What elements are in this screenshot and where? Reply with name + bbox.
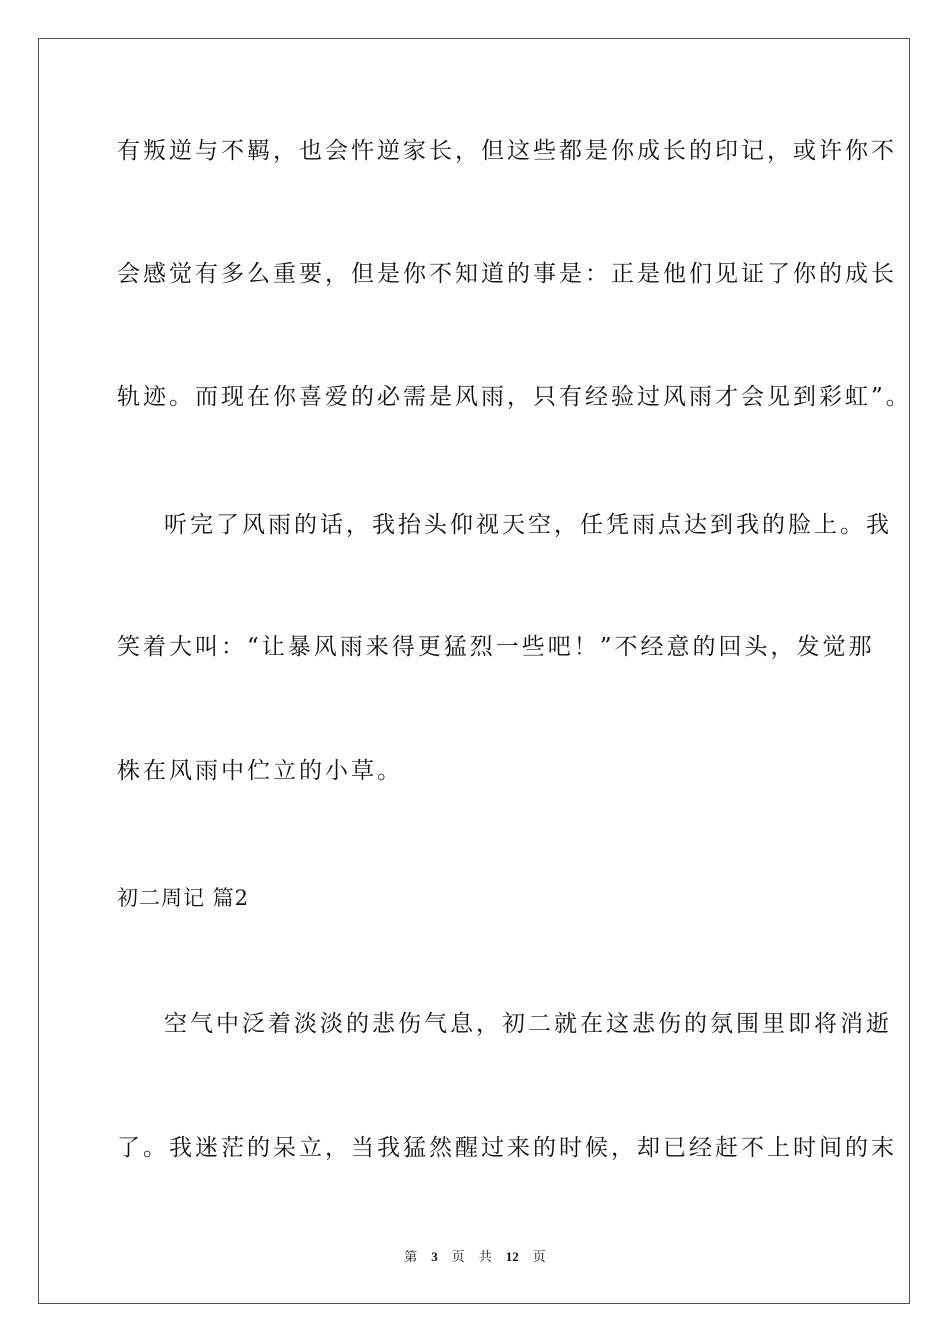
paragraph-first-line: 听完了风雨的话，我抬头仰视天空，任凭雨点达到我的脸上。我 [164, 512, 892, 538]
total-pages-indicator: 共 12 页 [478, 1249, 546, 1264]
section-heading: 初二周记 篇2 [117, 886, 250, 910]
page-border [38, 38, 910, 1304]
body-text-line: 有叛逆与不羁，也会忤逆家长，但这些都是你成长的印记，或许你不 [117, 138, 897, 164]
body-text-line: 会感觉有多么重要，但是你不知道的事是：正是他们见证了你的成长 [117, 261, 897, 287]
paragraph-first-line: 空气中泛着淡淡的悲伤气息，初二就在这悲伤的氛围里即将消逝 [164, 1011, 892, 1037]
body-text-line: 笑着大叫：“让暴风雨来得更猛烈一些吧！”不经意的回头，发觉那 [117, 634, 875, 660]
page-footer [0, 1246, 950, 1265]
body-text-line: 株在风雨中伫立的小草。 [117, 758, 403, 784]
body-text-line: 轨迹。而现在你喜爱的必需是风雨，只有经验过风雨才会见到彩虹”。 [117, 384, 912, 410]
body-text-line: 了。我迷茫的呆立，当我猛然醒过来的时候，却已经赶不上时间的末 [117, 1135, 897, 1161]
page-indicator: 第 3 页 [404, 1249, 465, 1264]
